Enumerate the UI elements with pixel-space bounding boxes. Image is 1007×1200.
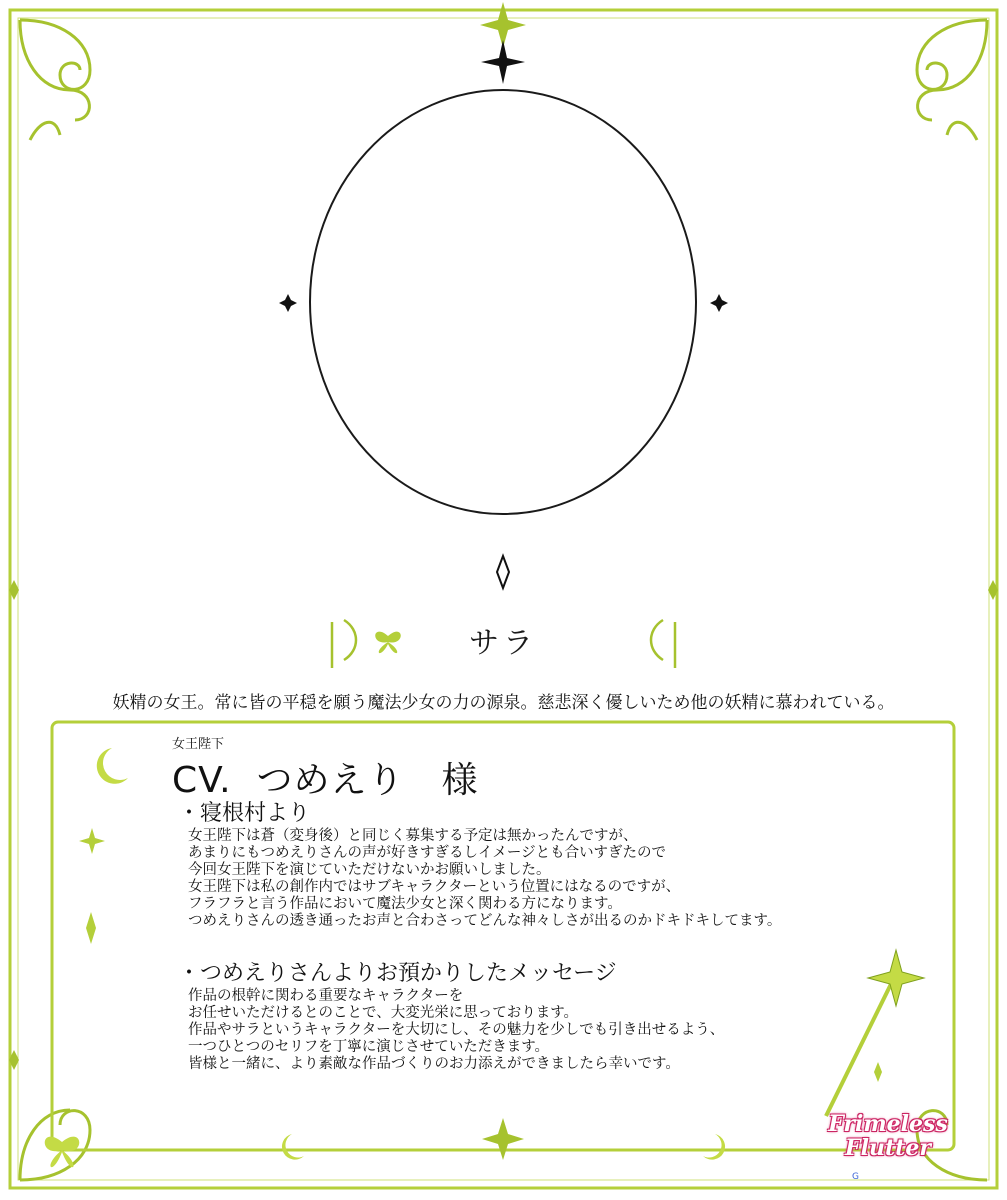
logo-line-2: Flutter — [845, 1135, 931, 1161]
section-body-author — [188, 828, 781, 930]
swirl-ornament-icon — [20, 20, 90, 140]
text-line: 一つひとつのセリフを丁寧に演じさせていただきます。 — [188, 1039, 550, 1055]
section-heading-author: ・寝根村より — [178, 801, 311, 826]
text-line: 皆様と一緒に、より素敵な作品づくりのお力添えができましたら幸いです。 — [188, 1056, 680, 1072]
text-line: つめえりさんの透き通ったお声と合わさってどんな神々しさが出るのかドキドキしてます。 — [188, 913, 782, 929]
text-line: 作品の根幹に関わる重要なキャラクターを — [188, 988, 464, 1004]
frimeless-flutter-logo — [772, 1112, 1004, 1160]
page-mark: G — [852, 1172, 859, 1182]
sparkle-icon — [497, 556, 509, 588]
sparkle-icon — [279, 294, 728, 312]
crescent-moon-icon — [703, 1134, 725, 1160]
logo-line-1: Frimeless — [828, 1111, 948, 1137]
magic-wand-icon — [826, 950, 924, 1116]
text-line: 作品やサラというキャラクターを大切にし、その魅力を少しでも引き出せるよう、 — [188, 1022, 725, 1038]
sparkle-icon — [874, 1062, 882, 1082]
sparkle-icon — [79, 828, 105, 944]
crescent-moon-icon — [282, 1134, 304, 1160]
sparkle-icon — [482, 1118, 524, 1160]
butterfly-icon — [375, 632, 401, 654]
portrait-frame-oval — [310, 90, 696, 514]
cast-title: CV. つめえり 様 — [172, 760, 479, 801]
text-line: お任せいただけるとのことで、大変光栄に思っております。 — [188, 1005, 579, 1021]
crescent-moon-icon — [97, 748, 128, 784]
sparkle-icon — [481, 40, 525, 84]
text-line: フラフラと言う作品において魔法少女と深く関わる方になります。 — [188, 896, 622, 912]
character-name: サラ — [469, 626, 537, 661]
role-label: 女王陛下 — [172, 737, 225, 752]
section-body-message — [188, 988, 724, 1073]
text-line: 今回女王陛下を演じていただけないかお願いしました。 — [188, 862, 551, 878]
character-description: 妖精の女王。常に皆の平穏を願う魔法少女の力の源泉。慈悲深く優しいため他の妖精に慕われている。 — [112, 693, 895, 713]
text-line: 女王陛下は私の創作内ではサブキャラクターという位置にはなるのですが、 — [188, 879, 681, 895]
text-line: 女王陛下は蒼（変身後）と同じく募集する予定は無かったんですが、 — [188, 828, 638, 844]
swirl-ornament-icon — [917, 20, 987, 140]
section-heading-message: ・つめえりさんよりお預かりしたメッセージ — [178, 961, 617, 986]
text-line: あまりにもつめえりさんの声が好きすぎるしイメージとも合いすぎたので — [188, 845, 667, 861]
